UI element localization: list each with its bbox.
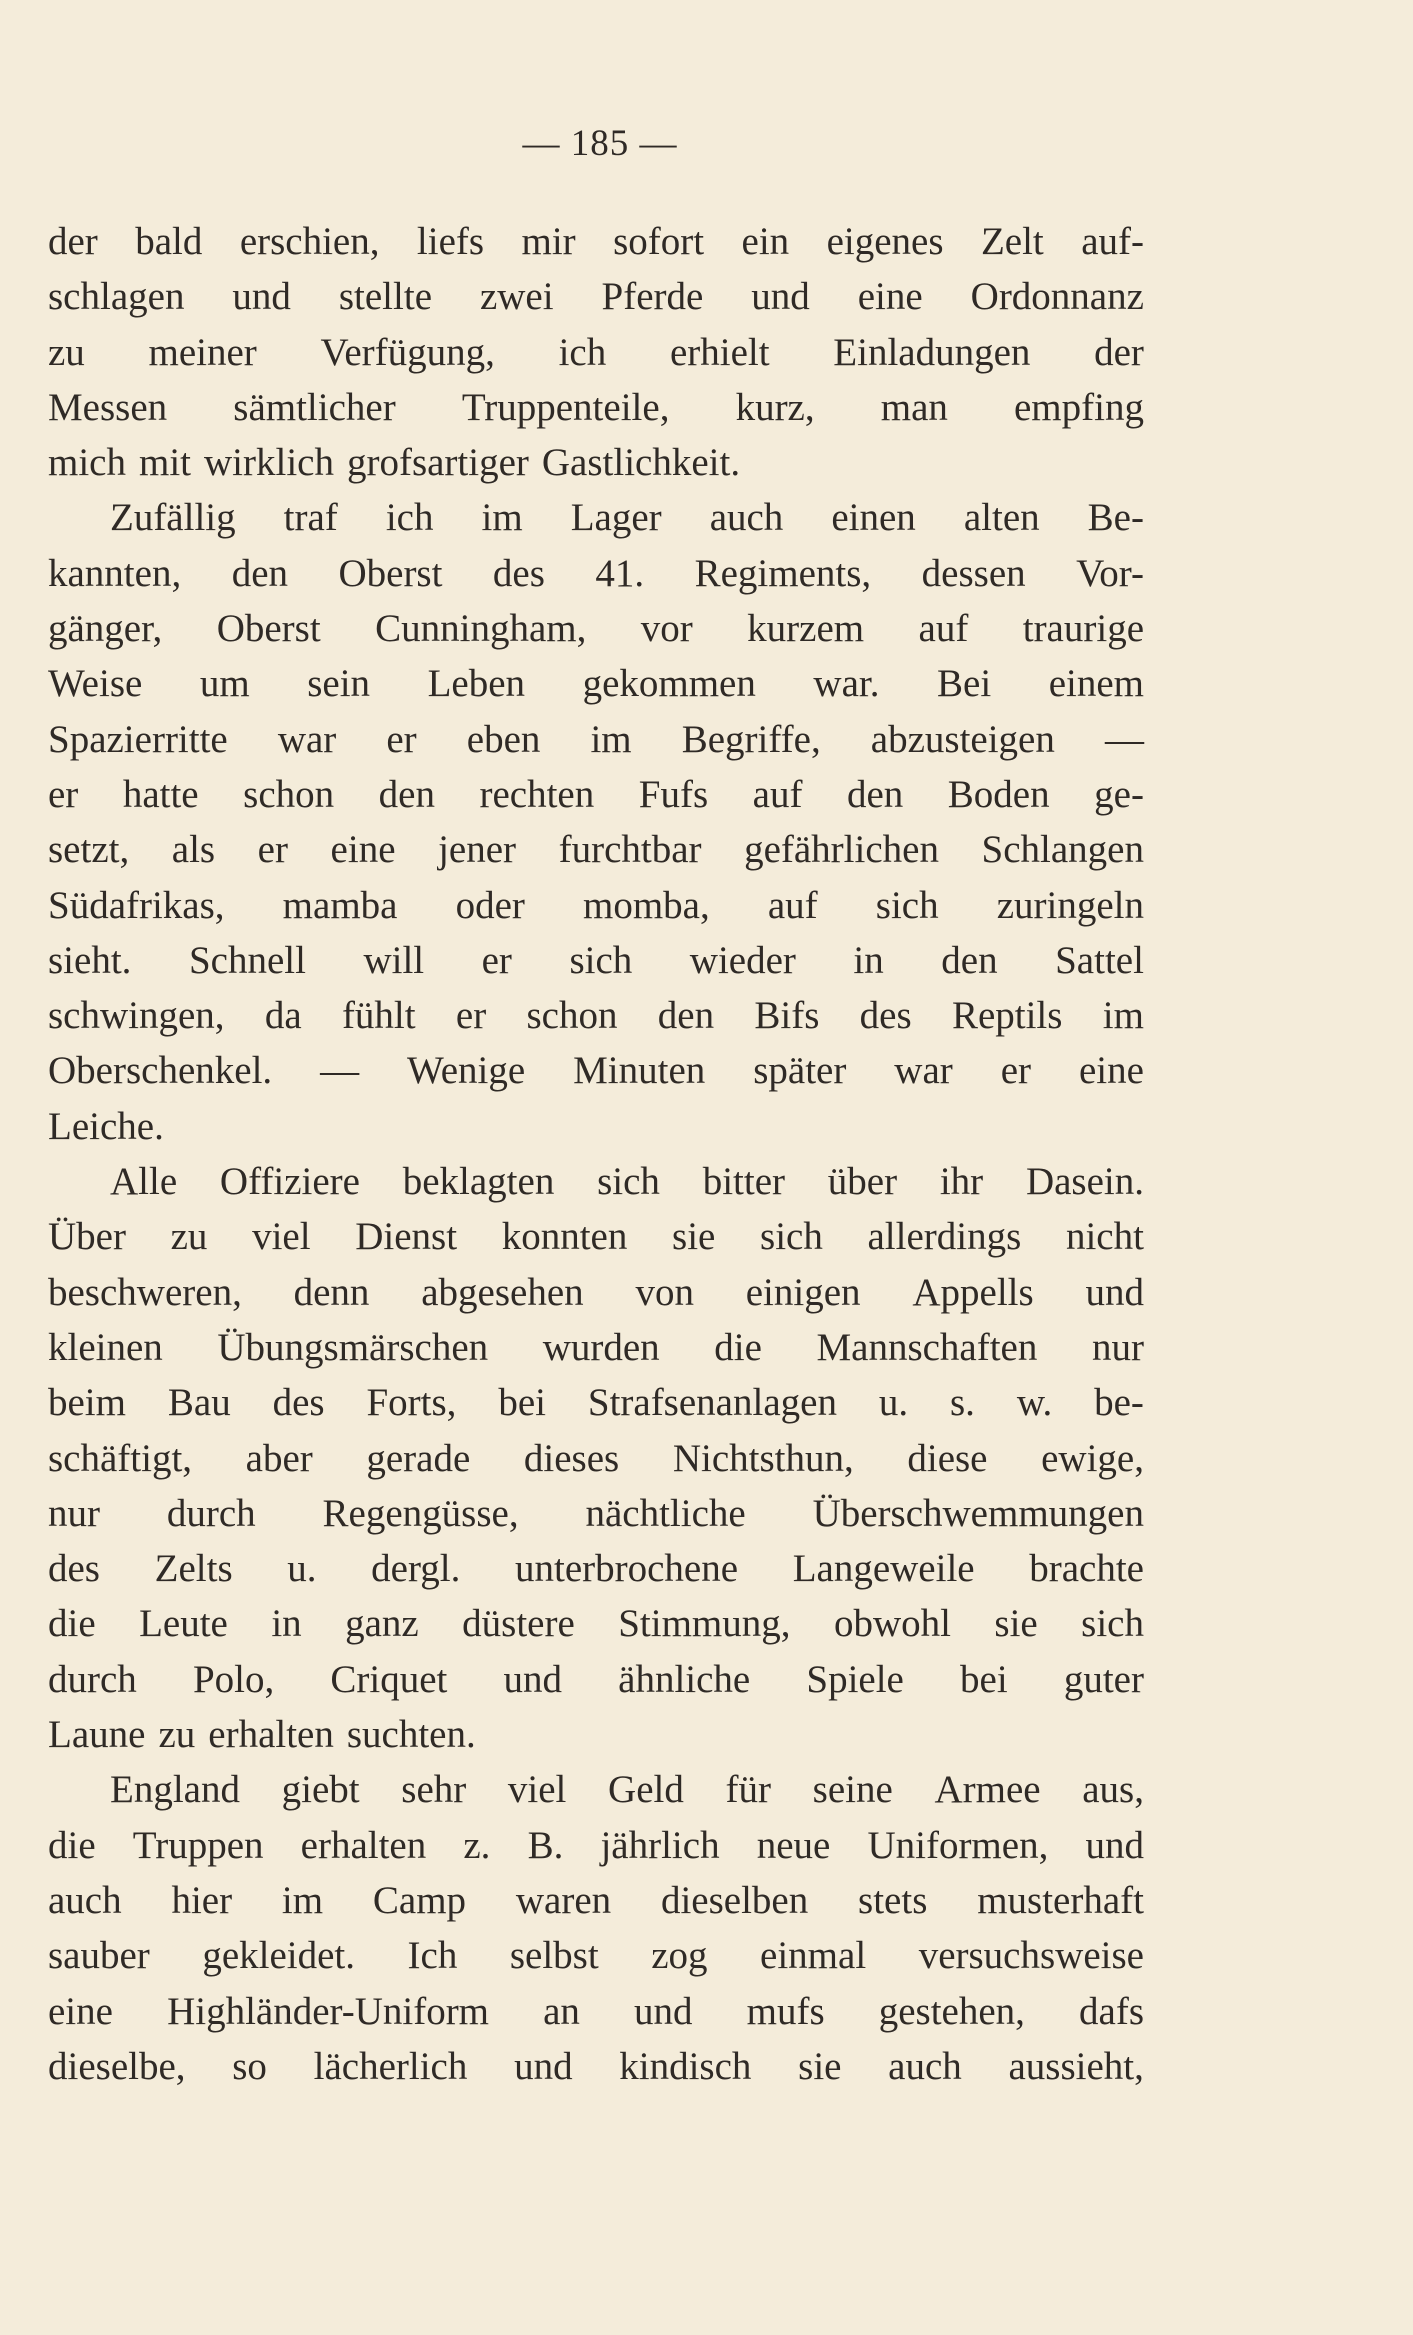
text-line: der bald erschien, liefs mir sofort ein eigenes Zelt auf- [48,220,1144,263]
text-line: nur durch Regengüsse, nächtliche Überschwemmungen [48,1491,1144,1535]
text-line: die Truppen erhalten z. B. jährlich neue Uniformen, und [48,1823,1144,1867]
text-line: schlagen und stellte zwei Pferde und eine Ordonnanz [48,275,1144,319]
text-line: Über zu viel Dienst konnten sie sich allerdings nicht [48,1215,1144,1259]
text-line: dieselbe, so lächerlich und kindisch sie auch aussieht, [48,2044,1144,2088]
text-line: Südafrikas, mamba oder momba, auf sich zuringeln [48,883,1144,927]
text-line: beim Bau des Forts, bei Strafsenanlagen u. s. w. be- [48,1381,1144,1425]
text-line: beschweren, denn abgesehen von einigen Appells und [48,1270,1144,1314]
text-line: durch Polo, Criquet und ähnliche Spiele bei guter [48,1657,1144,1701]
text-line: setzt, als er eine jener furchtbar gefährlichen Schlangen [48,828,1144,872]
text-line: Oberschenkel. — Wenige Minuten später war er eine [48,1049,1144,1093]
text-line: kannten, den Oberst des 41. Regiments, dessen Vor- [48,551,1144,595]
text-line: Leiche. [48,1104,164,1148]
text-line: eine Highländer-Uniform an und mufs gestehen, dafs [48,1989,1144,2033]
text-line: des Zelts u. dergl. unterbrochene Langeweile brachte [48,1547,1144,1591]
text-line: schwingen, da fühlt er schon den Bifs des Reptils im [48,994,1144,1038]
text-line: die Leute in ganz düstere Stimmung, obwohl sie sich [48,1602,1144,1646]
text-line: Laune zu erhalten suchten. [48,1713,476,1757]
text-line: schäftigt, aber gerade dieses Nichtsthun, diese ewige, [48,1436,1144,1480]
text-line: auch hier im Camp waren dieselben stets musterhaft [48,1878,1144,1922]
page-number: — 185 — [522,123,678,164]
text-line: Spazierritte war er eben im Begriffe, abzusteigen — [48,717,1144,761]
text-line: Messen sämtlicher Truppenteile, kurz, man empfing [48,385,1144,429]
text-line: er hatte schon den rechten Fufs auf den Boden ge- [48,772,1144,816]
text-line: England giebt sehr viel Geld für seine Armee aus, [110,1768,1144,1812]
text-line: zu meiner Verfügung, ich erhielt Einladungen der [48,330,1144,374]
text-line: Zufällig traf ich im Lager auch einen alten Be- [110,496,1144,540]
text-line: sieht. Schnell will er sich wieder in den Sattel [48,938,1144,982]
text-line: mich mit wirklich grofsartiger Gastlichkeit. [48,441,741,485]
text-line: Alle Offiziere beklagten sich bitter über ihr Dasein. [110,1160,1144,1204]
text-line: gänger, Oberst Cunningham, vor kurzem auf traurige [48,607,1144,651]
text-line: sauber gekleidet. Ich selbst zog einmal versuchsweise [48,1934,1144,1978]
text-line: kleinen Übungsmärschen wurden die Mannschaften nur [48,1325,1144,1369]
text-line: Weise um sein Leben gekommen war. Bei einem [48,662,1144,706]
body-text [48,214,1144,2094]
